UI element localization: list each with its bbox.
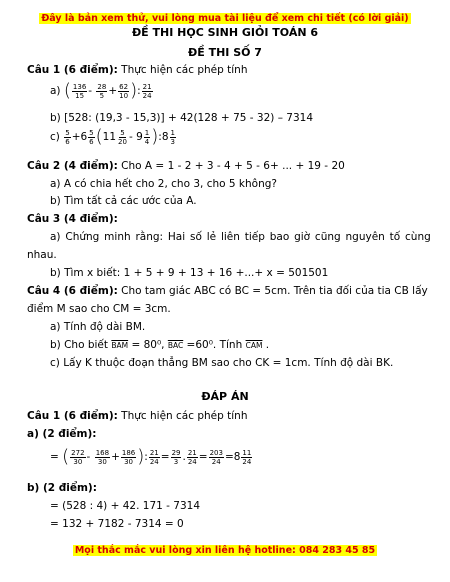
question-1a-label: a): [50, 85, 61, 97]
question-1c: c) $\frac{5}{6}$ +6 $\frac{5}{6}$ (11 $\frac{5}{20}$ - 9 $\frac{1}{4}$ ):8 $\frac{1}{3}$: [50, 126, 175, 147]
fraction: $\frac{21}{24}$: [142, 82, 152, 100]
answer-1b-line2: = 132 + 7182 - 7314 = 0: [50, 518, 184, 530]
angle-bac: $\overline{BAC}$: [167, 341, 184, 350]
fraction: $\frac{62}{10}$: [119, 82, 129, 100]
question-2b: b) Tìm tất cả các ước của A.: [50, 195, 197, 207]
bottom-banner: [0, 545, 450, 556]
question-1c-label: c): [50, 131, 60, 143]
question-2a: a) A có chia hết cho 2, cho 3, cho 5 không?: [50, 178, 277, 190]
question-3: [27, 213, 118, 225]
fraction: $\frac{28}{5}$: [97, 82, 107, 100]
question-4-line2: điểm M sao cho CM = 3cm.: [27, 303, 171, 315]
question-2-head: Câu 2 (4 điểm):: [27, 160, 118, 172]
page-subtitle: ĐỀ THI SỐ 7: [188, 46, 262, 59]
answer-1a-head: a) (2 điểm):: [27, 428, 97, 440]
answer-1b-head: b) (2 điểm):: [27, 482, 97, 494]
question-3a-line1: a) Chứng minh rằng: Hai số lẻ liên tiếp bao giờ cũng nguyên tố cùng: [50, 231, 431, 243]
question-3a-line2: nhau.: [27, 249, 57, 261]
answer-1a-work: = ( $\frac{272}{30}$ - $\frac{168}{30}$ + $\frac{186}{30}$ ): $\frac{21}{24}$ = $\frac{29}{3}$ . $\frac{21}{24}$ = $\frac{203}{24}$ =8 $\frac{11}{24}$: [50, 446, 252, 467]
question-1b: b) [528: (19,3 - 15,3)] + 42(128 + 75 - 32) – 7314: [50, 112, 313, 124]
question-4c: c) Lấy K thuộc đoạn thẳng BM sao cho CK = 1cm. Tính độ dài BK.: [50, 357, 394, 369]
bottom-banner-text: Mọi thắc mắc vui lòng xin liên hệ hotline: 084 283 45 85: [74, 545, 376, 556]
question-1a: a) ( $\frac{136}{15}$ - $\frac{28}{5}$ + $\frac{62}{10}$ ): $\frac{21}{24}$: [50, 80, 152, 101]
angle-bam: $\overline{BAM}$: [111, 341, 129, 350]
question-1-head: Câu 1 (6 điểm):: [27, 64, 118, 76]
question-2: [27, 160, 345, 172]
answer-title: ĐÁP ÁN: [201, 390, 249, 403]
answer-1b-line1: = (528 : 4) + 42. 171 - 7314: [50, 500, 200, 512]
question-1-text: Thực hiện các phép tính: [117, 64, 248, 76]
answer-1: [27, 410, 247, 422]
answer-1-head: Câu 1 (6 điểm):: [27, 410, 118, 422]
question-4b: b) Cho biết $\overline{BAM} = 80^0$, $\overline{BAC} =60^0$. Tính $\overline{CAM}$ .: [50, 339, 270, 351]
question-3b: b) Tìm x biết: 1 + 5 + 9 + 13 + 16 +...+ x = 501501: [50, 267, 329, 279]
page-title: ĐỀ THI HỌC SINH GIỎI TOÁN 6: [131, 26, 319, 39]
question-4a: a) Tính độ dài BM.: [50, 321, 146, 333]
answer-1-text: Thực hiện các phép tính: [117, 410, 248, 422]
angle-cam: $\overline{CAM}$: [245, 341, 263, 350]
question-4-head: Câu 4 (6 điểm):: [27, 285, 118, 297]
top-banner: [0, 13, 450, 24]
question-3-head: Câu 3 (4 điểm):: [27, 213, 118, 225]
question-4: [27, 285, 428, 297]
question-2-text: Cho A = 1 - 2 + 3 - 4 + 5 - 6+ ... + 19 - 20: [117, 160, 345, 172]
question-1: [27, 64, 247, 76]
top-banner-text: Đây là bản xem thử, vui lòng mua tài liệu để xem chi tiết (có lời giải): [41, 13, 409, 24]
fraction: $\frac{136}{15}$: [72, 82, 87, 100]
question-4-text: Cho tam giác ABC có BC = 5cm. Trên tia đối của tia CB lấy: [117, 285, 428, 297]
